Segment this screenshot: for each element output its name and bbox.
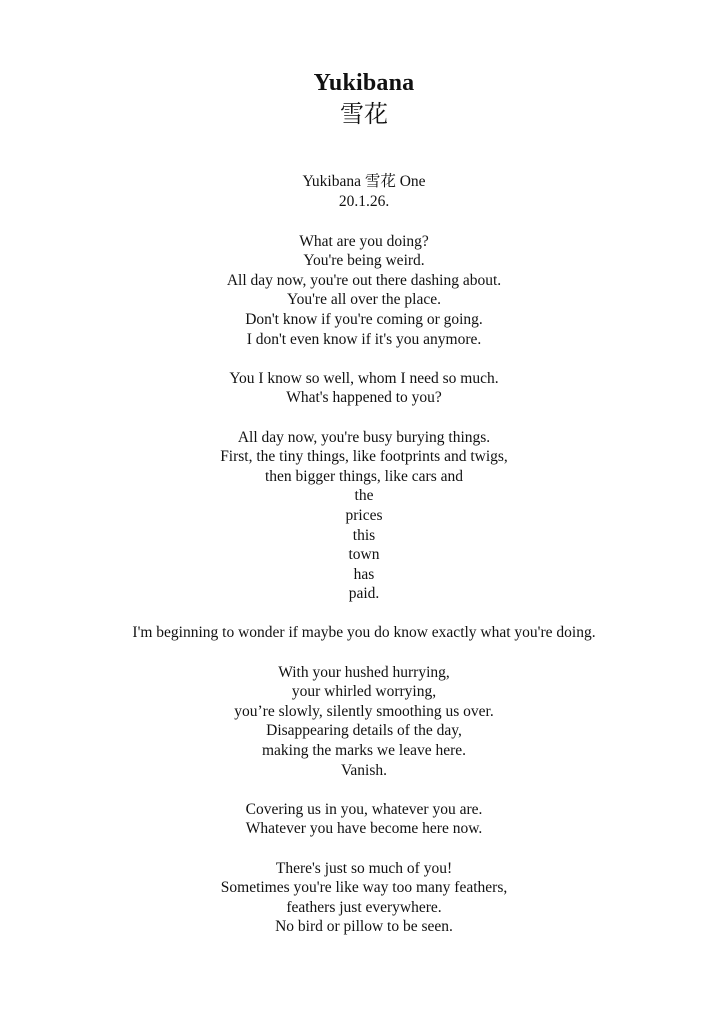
stanza-4 xyxy=(0,623,728,643)
poem-line: You're all over the place. xyxy=(286,291,442,309)
stanza-1 xyxy=(0,232,728,350)
poem-meta xyxy=(0,172,728,212)
poem-line: town xyxy=(348,546,380,564)
page-subtitle-kanji: 雪花 xyxy=(340,100,388,128)
poem-heading: Yukibana 雪花 One xyxy=(302,173,426,190)
poem-line: Don't know if you're coming or going. xyxy=(245,310,483,328)
poem-line: Sometimes you're like way too many feathers, xyxy=(220,879,508,897)
stanza-5 xyxy=(0,663,728,781)
page-title: Yukibana xyxy=(313,70,415,96)
poem-line: you’re slowly, silently smoothing us over. xyxy=(234,702,494,720)
poem-line: What's happened to you? xyxy=(286,389,442,407)
poem-date: 20.1.26. xyxy=(338,193,390,210)
stanza-7 xyxy=(0,859,728,937)
poem-line: I don't even know if it's you anymore. xyxy=(246,330,482,348)
poem-line: No bird or pillow to be seen. xyxy=(275,918,453,936)
poem-line: You I know so well, whom I need so much. xyxy=(229,369,499,387)
poem-line: this xyxy=(352,526,376,544)
poem-line: I'm beginning to wonder if maybe you do know exactly what you're doing. xyxy=(132,624,596,642)
poem-line: Vanish. xyxy=(340,761,388,779)
poem-line: paid. xyxy=(348,585,380,603)
poem-line: There's just so much of you! xyxy=(275,859,453,877)
poem-line: prices xyxy=(345,506,383,524)
poem-line: your whirled worrying, xyxy=(291,683,437,701)
poem-line: making the marks we leave here. xyxy=(262,742,466,760)
poem-line: What are you doing? xyxy=(299,232,429,250)
poem-line: the xyxy=(354,487,374,505)
stanza-6 xyxy=(0,800,728,839)
poem-line: All day now, you're busy burying things. xyxy=(237,428,491,446)
poem-line: has xyxy=(353,565,375,583)
stanza-2 xyxy=(0,369,728,408)
poem-line: feathers just everywhere. xyxy=(286,898,442,916)
poem-line: You're being weird. xyxy=(303,252,425,270)
poem-line: Whatever you have become here now. xyxy=(245,820,483,838)
poem-line: First, the tiny things, like footprints and twigs, xyxy=(220,448,508,466)
poem-line: Disappearing details of the day, xyxy=(266,722,462,740)
poem-line: then bigger things, like cars and xyxy=(264,467,463,485)
poem-line: Covering us in you, whatever you are. xyxy=(245,800,483,818)
poem-line: All day now, you're out there dashing about. xyxy=(226,271,502,289)
stanza-3 xyxy=(0,428,728,604)
poem-line: With your hushed hurrying, xyxy=(278,663,450,681)
